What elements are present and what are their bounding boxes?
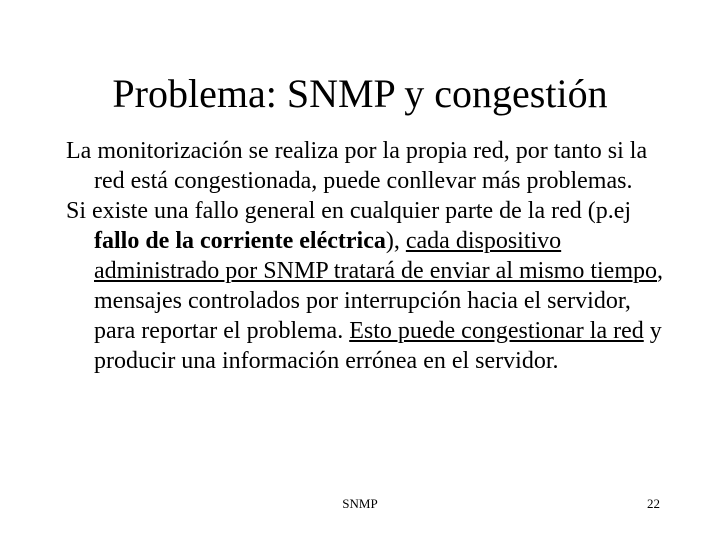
footer-label: SNMP [342, 496, 378, 511]
text-segment: , mensajes controlados por interrupción hacia el servidor, para reportar el problema. [94, 258, 663, 344]
paragraph-monitoring: La monitorización se realiza por la propia red, por tanto si la red está congestionada, puede conllevar más problemas. [66, 138, 648, 194]
paragraph-general-failure [66, 196, 666, 376]
bold-power-failure: fallo de la corriente eléctrica [94, 228, 386, 254]
underlined-congest-network: Esto puede congestionar la red [349, 318, 644, 344]
slide-body [66, 136, 666, 376]
text-segment: y producir una información errónea en el servidor. [94, 318, 662, 374]
text-segment: ), [385, 228, 406, 254]
text-segment: Si existe una fallo general en cualquier parte de la red (p.ej [66, 198, 632, 224]
underlined-devices-send: cada dispositivo administrado por SNMP tratará de enviar al mismo tiempo [94, 228, 657, 284]
page-number: 22 [647, 496, 660, 511]
slide-title: Problema: SNMP y congestión [112, 71, 608, 116]
